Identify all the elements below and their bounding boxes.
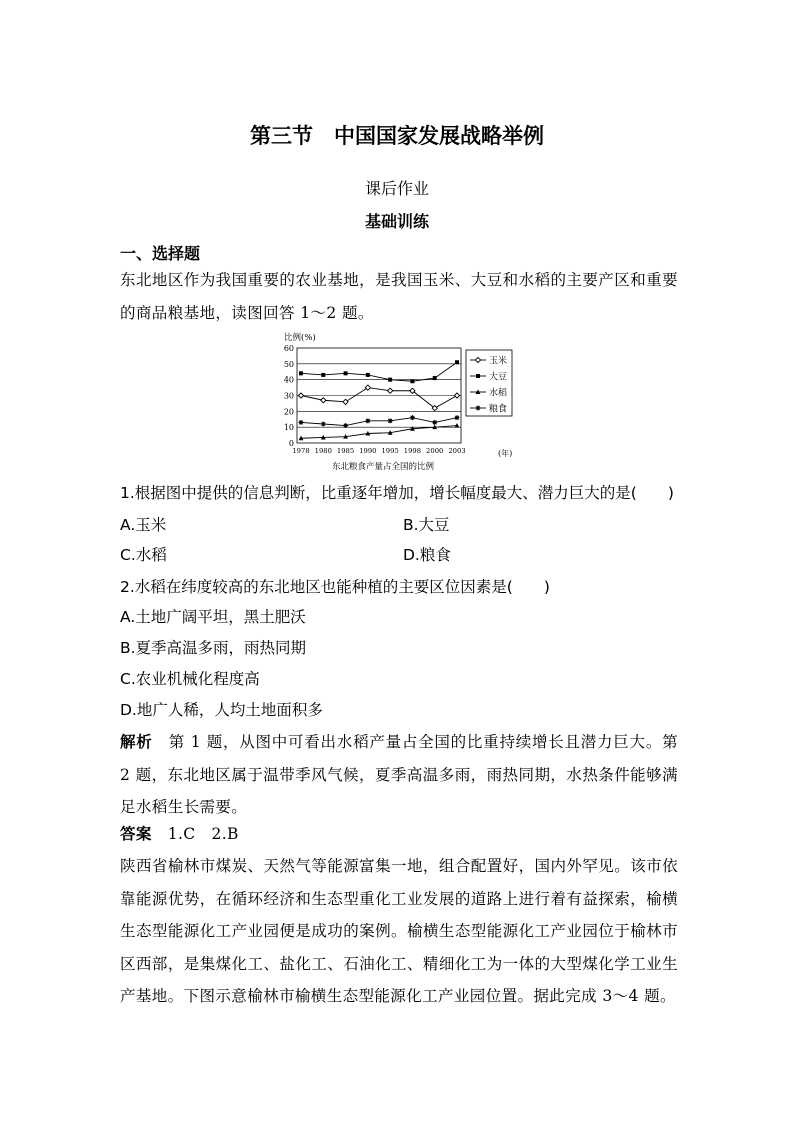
chart-y-tick-label: 0	[288, 439, 294, 448]
chart-data-point	[388, 378, 392, 382]
intro-paragraph-1: 东北地区作为我国重要的农业基地，是我国玉米、大豆和水稻的主要产区和重要的商品粮基地，读图回答 1～2 题。	[120, 271, 678, 322]
answer-label: 答案	[120, 824, 152, 843]
chart-x-axis-unit: (年)	[498, 449, 513, 458]
chart-data-point	[454, 393, 459, 398]
chart-y-tick-label: 60	[283, 344, 294, 353]
analysis-label: 解析	[120, 732, 153, 751]
chart-data-point	[299, 371, 303, 375]
chart-y-axis-label: 比例(%)	[284, 333, 316, 343]
chart-data-point	[299, 420, 304, 425]
chart-legend-label: 大豆	[489, 372, 508, 383]
chart-data-point	[455, 415, 460, 420]
chart-title: 东北粮食产量占全国的比例	[331, 462, 435, 472]
chart-data-point	[366, 373, 370, 377]
chart-legend-label: 玉米	[489, 356, 508, 367]
chart-data-point	[321, 422, 326, 427]
page-subtitle: 课后作业	[364, 179, 429, 198]
intro-paragraph-2: 陕西省榆林市煤炭、天然气等能源富集一地，组合配置好，国内外罕见。该市依靠能源优势，在循环经济和生态型重化工业发展的道路上进行着有益探索，榆横生态型能源化工产业园便是成功的案例。榆横生态型能源化工产业园位于榆林市区西部，是集煤化工、盐化工、石油化工、精细化工为一体的大型煤化学工业生产基地。下图示意榆林市榆横生态型能源化工产业园位置。据此完成 3～4 题。	[120, 857, 678, 1005]
answer-text: 1.C 2.B	[151, 825, 239, 843]
subsection-title: 基础训练	[364, 212, 429, 231]
question-2-option-a: A.土地广阔平坦，黑土肥沃	[120, 608, 306, 626]
chart-series-3	[299, 423, 460, 440]
chart-data-point	[455, 360, 459, 364]
question-1-option-a: A.玉米	[120, 516, 167, 534]
question-2-option-c: C.农业机械化程度高	[120, 670, 260, 688]
question-2-option-d: D.地广人稀，人均土地面积多	[120, 701, 323, 719]
chart-x-tick-label: 1995	[381, 447, 399, 455]
chart-data-point	[365, 418, 370, 423]
chart-data-point	[321, 373, 325, 377]
question-2-option-b: B.夏季高温多雨，雨热同期	[120, 639, 307, 657]
chart-data-point	[298, 393, 303, 398]
chart-x-tick-label: 1978	[292, 447, 310, 455]
chart-legend-marker	[476, 406, 481, 411]
chart-y-tick-label: 50	[283, 359, 294, 369]
page-title: 第三节 中国国家发展战略举例	[250, 123, 544, 148]
chart-y-tick-label: 40	[283, 375, 294, 385]
chart-data-point	[365, 385, 370, 390]
chart-x-tick-label: 1980	[314, 447, 332, 455]
chart-x-tick-label: 2003	[448, 447, 466, 455]
chart-x-tick-label: 1985	[336, 447, 355, 455]
question-1-option-b: B.大豆	[403, 516, 450, 534]
question-1-stem: 1.根据图中提供的信息判断，比重逐年增加，增长幅度最大、潜力巨大的是( )	[120, 484, 674, 502]
chart-data-point	[410, 415, 415, 420]
chart-series-line	[301, 388, 457, 409]
chart-x-tick-label: 1998	[403, 447, 422, 455]
chart-data-point	[388, 388, 393, 393]
chart-series-1	[298, 385, 459, 411]
chart-legend-label: 粮食	[489, 404, 508, 415]
chart-data-point	[410, 379, 414, 383]
answer-line	[120, 818, 678, 851]
chart-data-point	[321, 398, 326, 403]
chart-x-tick-label: 2000	[426, 447, 444, 455]
question-1-option-d: D.粮食	[403, 546, 451, 564]
analysis-paragraph	[120, 726, 678, 824]
chart-data-point	[388, 418, 393, 423]
section-heading: 一、选择题	[120, 244, 201, 263]
grain-share-line-chart	[280, 328, 520, 478]
chart-y-tick-label: 20	[283, 407, 294, 417]
analysis-text: 第 1 题，从图中可看出水稻产量占全国的比重持续增长且潜力巨大。第 2 题，东北地区属于温带季风气候，夏季高温多雨，雨热同期，水热条件能够满足水稻生长需要。	[120, 733, 678, 816]
chart-y-tick-label: 10	[283, 423, 294, 433]
chart-x-tick-label: 1990	[359, 447, 377, 455]
chart-y-tick-label: 30	[283, 391, 294, 401]
chart-data-point	[343, 399, 348, 404]
chart-data-point	[343, 423, 348, 428]
chart-data-point	[433, 376, 437, 380]
chart-data-point	[344, 371, 348, 375]
question-1-option-c: C.水稻	[120, 546, 167, 564]
chart-legend-marker	[476, 374, 480, 378]
chart-legend-label: 水稻	[489, 388, 508, 399]
chart-data-point	[432, 420, 437, 425]
question-2-stem: 2.水稻在纬度较高的东北地区也能种植的主要区位因素是( )	[120, 578, 550, 596]
